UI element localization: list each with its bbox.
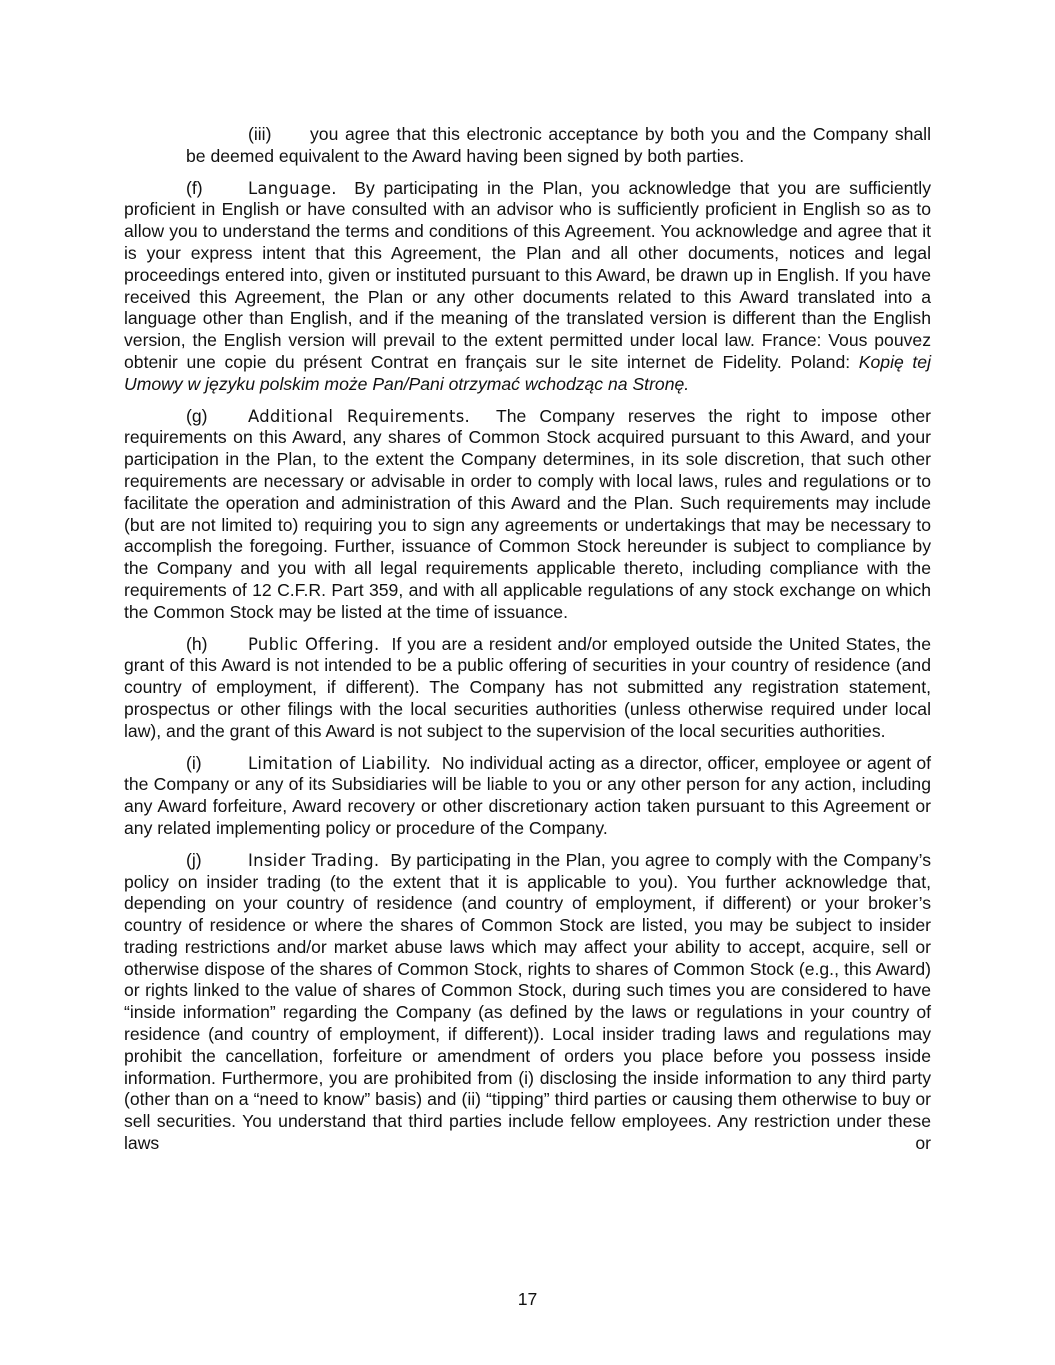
paragraph-h-heading: Public Offering. bbox=[248, 634, 380, 654]
paragraph-iii-text: you agree that this electronic acceptance by both you and the Company shall be deemed equivalent to the Award having been signed by both parties. bbox=[186, 124, 931, 166]
paragraph-j-text: By participating in the Plan, you agree to comply with the Company’s policy on insider trading (to the extent that it is applicable to you). You further acknowledge that, depending on your country of residence (and country of employment, if different) or your broker’s country of residence or where the shares of Common Stock are listed, you may be subject to insider trading restrictions and/or market abuse laws which may affect your ability to accept, acquire, sell or otherwise dispose of the shares of Common Stock, rights to shares of Common Stock (e.g., this Award) or rights linked to the value of shares of Common Stock, during such times you are considered to have “inside information” regarding the Company (as defined by the laws or regulations in your country of residence (and country of employment, if different)). Local insider trading laws and regulations may prohibit the cancellation, forfeiture or amendment of orders you place before you possess inside information. Furthermore, you are prohibited from (i) disclosing the inside information to any third party (other than on a “need to know” basis) and (ii) “tipping” third parties or causing them otherwise to buy or sell securities. You understand that third parties include fellow employees. Any restriction under these laws or bbox=[124, 849, 931, 1154]
paragraph-iii-label: (iii) bbox=[248, 124, 272, 144]
paragraph-iii bbox=[186, 124, 931, 168]
paragraph-h-text: If you are a resident and/or employed outside the United States, the grant of this Award is not intended to be a public offering of securities in your country of residence (and country of employment, if different). The Company has not submitted any registration statement, prospectus or other filings with the local securities authorities (unless otherwise required under local law), and the grant of this Award is not subject to the supervision of the local securities authorities. bbox=[124, 633, 931, 741]
paragraph-i-text: No individual acting as a director, officer, employee or agent of the Company or any of its Subsidiaries will be liable to you or any other person for any action, including any Award forfeiture, Award recovery or other discretionary action taken pursuant to this Agreement or any related implementing policy or procedure of the Company. bbox=[124, 752, 931, 838]
paragraph-h-label: (h) bbox=[186, 633, 208, 654]
paragraph-f-label: (f) bbox=[186, 177, 203, 198]
paragraph-f-heading: Language. bbox=[248, 178, 337, 198]
paragraph-f-italic: Kopię tej Umowy w języku polskim może Pan/Pani otrzymać wchodząc na Stronę. bbox=[124, 351, 931, 394]
page-number: 17 bbox=[517, 1289, 538, 1309]
document-page bbox=[124, 124, 931, 1165]
paragraph-g bbox=[124, 406, 931, 624]
paragraph-j bbox=[124, 850, 931, 1155]
paragraph-g-text: The Company reserves the right to impose other requirements on this Award, any shares of Common Stock acquired pursuant to this Award, and your participation in the Plan, to the extent the Company determines, in its sole discretion, that such other requirements are necessary or advisable in order to comply with local laws, rules and regulations or to facilitate the operation and administration of this Award and the Plan. Such requirements may include (but are not limited to) requiring you to sign any agreements or undertakings that may be necessary to accomplish the foregoing. Further, issuance of Common Stock hereunder is subject to compliance by the Company and you with all legal requirements applicable thereto, including compliance with the requirements of 12 C.F.R. Part 359, and with all applicable regulations of any stock exchange on which the Common Stock may be listed at the time of issuance. bbox=[124, 405, 931, 622]
paragraph-j-heading: Insider Trading. bbox=[248, 850, 380, 870]
paragraph-i-label: (i) bbox=[186, 752, 202, 773]
paragraph-f bbox=[124, 178, 931, 396]
paragraph-f-text: By participating in the Plan, you acknowledge that you are sufficiently proficient in English or have consulted with an advisor who is sufficiently proficient in English so as to allow you to understand the terms and conditions of this Agreement. You acknowledge and agree that it is your express intent that this Agreement, the Plan and all other documents, notices and legal proceedings entered into, given or instituted pursuant to this Award, be drawn up in English. If you have received this Agreement, the Plan or any other documents related to this Award translated into a language other than English, and if the meaning of the translated version is different than the English version, the English version will prevail to the extent permitted under local law. France: Vous pouvez obtenir une copie du présent Contrat en français sur le site internet de Fidelity. Poland: bbox=[124, 177, 931, 372]
paragraph-j-label: (j) bbox=[186, 849, 202, 870]
paragraph-g-heading: Additional Requirements. bbox=[248, 406, 471, 426]
paragraph-i bbox=[124, 753, 931, 840]
paragraph-i-heading: Limitation of Liability. bbox=[248, 753, 432, 773]
paragraph-h bbox=[124, 634, 931, 743]
paragraph-g-label: (g) bbox=[186, 405, 208, 426]
